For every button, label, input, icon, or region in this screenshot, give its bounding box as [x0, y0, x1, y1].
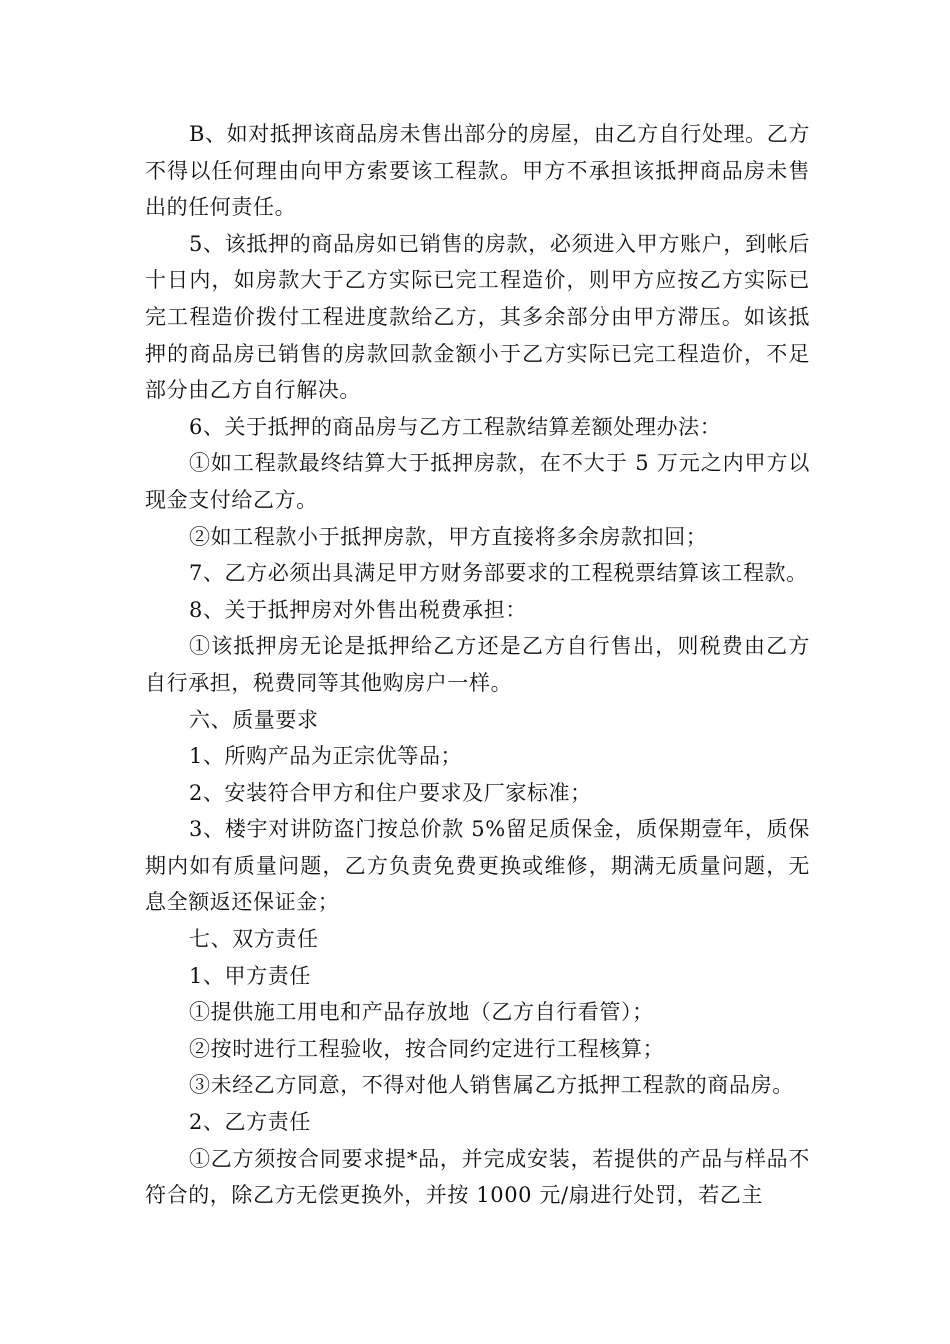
paragraph-clause-5: 5、该抵押的商品房如已销售的房款，必须进入甲方账户，到帐后十日内，如房款大于乙方实际已完工程造价，则甲方应按乙方实际已完工程造价拨付工程进度款给乙方，其多余部分由甲方滞压。如该抵押的商品房已销售的房款回款金额小于乙方实际已完工程造价，不足部分由乙方自行解决。: [145, 231, 810, 403]
section-heading-responsibilities: 七、双方责任: [189, 927, 319, 952]
paragraph-clause-8: 8、关于抵押房对外售出税费承担：: [189, 597, 527, 622]
subheading-party-a: 1、甲方责任: [189, 963, 311, 988]
paragraph-mortgage-unsold: B、如对抵押该商品房未售出部分的房屋，由乙方自行处理。乙方不得以任何理由向甲方索要该工程款。甲方不承担该抵押商品房未售出的任何责任。: [145, 122, 810, 220]
paragraph-clause-6: 6、关于抵押的商品房与乙方工程款结算差额处理办法：: [189, 414, 722, 439]
paragraph-clause-6-item-2: ②如工程款小于抵押房款，甲方直接将多余房款扣回；: [189, 524, 708, 549]
paragraph-quality-2: 2、安装符合甲方和住户要求及厂家标准；: [189, 780, 592, 805]
paragraph-party-b-1: ①乙方须按合同要求提*品，并完成安装，若提供的产品与样品不符合的，除乙方无偿更换外，并按 1000 元/扇进行处罚，若乙主: [145, 1146, 810, 1208]
paragraph-quality-1: 1、所购产品为正宗优等品；: [189, 744, 463, 769]
paragraph-clause-7: 7、乙方必须出具满足甲方财务部要求的工程税票结算该工程款。: [189, 561, 808, 586]
paragraph-party-a-1: ①提供施工用电和产品存放地（乙方自行看管）；: [189, 1000, 654, 1025]
subheading-party-b: 2、乙方责任: [189, 1110, 311, 1135]
paragraph-clause-8-item-1: ①该抵押房无论是抵押给乙方还是乙方自行售出，则税费由乙方自行承担，税费同等其他购房户一样。: [145, 634, 810, 695]
paragraph-quality-3: 3、楼宇对讲防盗门按总价款 5%留足质保金，质保期壹年，质保期内如有质量问题，乙方负责免费更换或维修，期满无质量问题，无息全额返还保证金；: [145, 817, 810, 915]
paragraph-clause-6-item-1: ①如工程款最终结算大于抵押房款，在不大于 5 万元之内甲方以现金支付给乙方。: [145, 451, 810, 512]
section-heading-quality: 六、质量要求: [189, 707, 319, 732]
paragraph-party-a-2: ②按时进行工程验收，按合同约定进行工程核算；: [189, 1036, 665, 1061]
paragraph-party-a-3: ③未经乙方同意，不得对他人销售属乙方抵押工程款的商品房。: [189, 1073, 794, 1098]
document-body: [145, 116, 810, 1214]
